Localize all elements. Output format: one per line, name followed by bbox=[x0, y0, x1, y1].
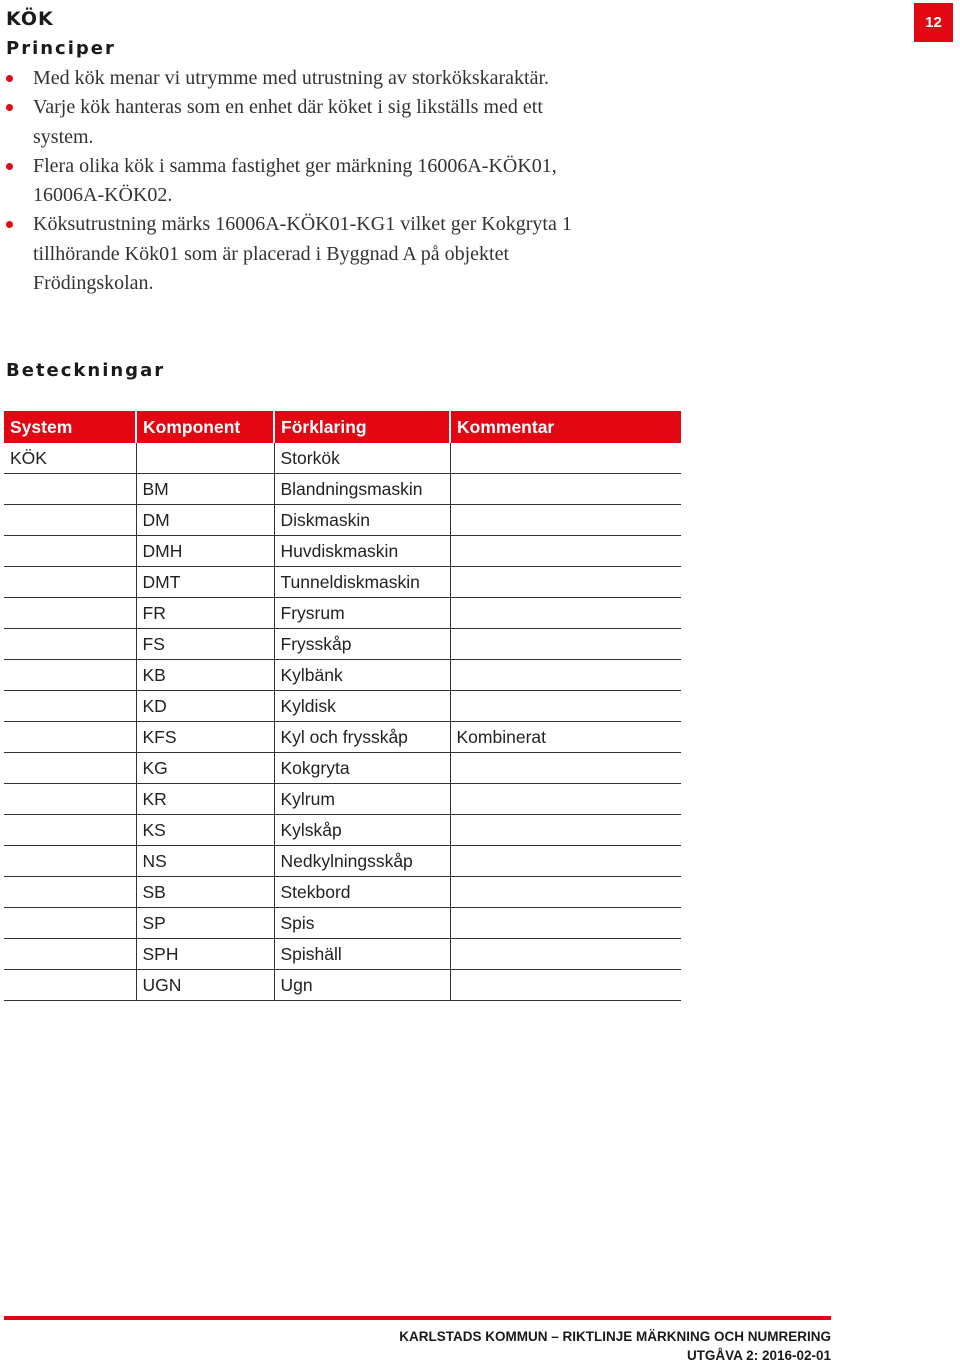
table-header-row bbox=[4, 411, 681, 443]
table-row bbox=[4, 691, 681, 722]
cell-comment bbox=[450, 536, 681, 567]
table-row bbox=[4, 474, 681, 505]
cell-comment bbox=[450, 846, 681, 877]
cell-explanation: Stekbord bbox=[274, 877, 450, 908]
list-item-text: Varje kök hanteras som en enhet där köket i sig likställs med ett system. bbox=[33, 96, 543, 148]
cell-explanation: Diskmaskin bbox=[274, 505, 450, 536]
cell-component: KFS bbox=[136, 722, 274, 753]
cell-system bbox=[4, 567, 136, 598]
table-row bbox=[4, 939, 681, 970]
designations-heading: Beteckningar bbox=[6, 360, 166, 381]
cell-comment bbox=[450, 877, 681, 908]
table-row bbox=[4, 815, 681, 846]
footer-divider bbox=[4, 1316, 831, 1320]
cell-component bbox=[136, 443, 274, 474]
cell-comment bbox=[450, 505, 681, 536]
table-row bbox=[4, 908, 681, 939]
cell-system bbox=[4, 908, 136, 939]
cell-component: KD bbox=[136, 691, 274, 722]
cell-comment bbox=[450, 567, 681, 598]
cell-explanation: Kyldisk bbox=[274, 691, 450, 722]
list-item-text: Flera olika kök i samma fastighet ger märkning 16006A-KÖK01, 16006A-KÖK02. bbox=[33, 154, 557, 207]
cell-system bbox=[4, 660, 136, 691]
cell-comment bbox=[450, 443, 681, 474]
cell-explanation: Nedkylningsskåp bbox=[274, 846, 450, 877]
table-row bbox=[4, 629, 681, 660]
cell-component: KS bbox=[136, 815, 274, 846]
principles-list bbox=[6, 64, 576, 298]
cell-explanation: Spis bbox=[274, 908, 450, 939]
cell-comment bbox=[450, 474, 681, 505]
cell-comment: Kombinerat bbox=[450, 722, 681, 753]
cell-explanation: Blandningsmaskin bbox=[274, 474, 450, 505]
cell-system bbox=[4, 505, 136, 536]
cell-explanation: Huvdiskmaskin bbox=[274, 536, 450, 567]
cell-system: KÖK bbox=[4, 443, 136, 474]
cell-system bbox=[4, 691, 136, 722]
cell-component: UGN bbox=[136, 970, 274, 1001]
header-explanation: Förklaring bbox=[274, 411, 450, 443]
table-row bbox=[4, 660, 681, 691]
cell-system bbox=[4, 474, 136, 505]
cell-comment bbox=[450, 598, 681, 629]
cell-system bbox=[4, 784, 136, 815]
table-row bbox=[4, 505, 681, 536]
table-row bbox=[4, 567, 681, 598]
cell-component: FR bbox=[136, 598, 274, 629]
list-item bbox=[6, 93, 576, 152]
cell-system bbox=[4, 598, 136, 629]
cell-comment bbox=[450, 939, 681, 970]
table-row bbox=[4, 443, 681, 474]
cell-explanation: Kyl och frysskåp bbox=[274, 722, 450, 753]
cell-component: DMT bbox=[136, 567, 274, 598]
cell-system bbox=[4, 970, 136, 1001]
footer-title: KARLSTADS KOMMUN – RIKTLINJE MÄRKNING OCH NUMRERING bbox=[399, 1329, 831, 1344]
cell-explanation: Kylbänk bbox=[274, 660, 450, 691]
bullet-icon bbox=[6, 104, 13, 111]
cell-comment bbox=[450, 908, 681, 939]
cell-explanation: Spishäll bbox=[274, 939, 450, 970]
cell-explanation: Kylrum bbox=[274, 784, 450, 815]
cell-explanation: Kokgryta bbox=[274, 753, 450, 784]
list-item-text: Med kök menar vi utrymme med utrustning av storkökskaraktär. bbox=[33, 67, 550, 89]
header-comment: Kommentar bbox=[450, 411, 681, 443]
cell-comment bbox=[450, 753, 681, 784]
bullet-icon bbox=[6, 163, 13, 170]
cell-comment bbox=[450, 629, 681, 660]
cell-component: KG bbox=[136, 753, 274, 784]
cell-explanation: Kylskåp bbox=[274, 815, 450, 846]
list-item bbox=[6, 64, 576, 93]
cell-component: SPH bbox=[136, 939, 274, 970]
cell-component: FS bbox=[136, 629, 274, 660]
footer-edition: UTGÅVA 2: 2016-02-01 bbox=[686, 1348, 831, 1363]
list-item bbox=[6, 152, 576, 211]
cell-explanation: Ugn bbox=[274, 970, 450, 1001]
bullet-icon bbox=[6, 75, 13, 82]
cell-comment bbox=[450, 784, 681, 815]
table-row bbox=[4, 753, 681, 784]
cell-system bbox=[4, 846, 136, 877]
cell-explanation: Frysskåp bbox=[274, 629, 450, 660]
table-row bbox=[4, 877, 681, 908]
table-row bbox=[4, 846, 681, 877]
principles-heading: Principer bbox=[6, 38, 116, 59]
cell-system bbox=[4, 815, 136, 846]
cell-comment bbox=[450, 660, 681, 691]
table-row bbox=[4, 536, 681, 567]
cell-comment bbox=[450, 691, 681, 722]
section-heading: KÖK bbox=[6, 8, 54, 30]
page-number-badge: 12 bbox=[914, 3, 953, 42]
header-system: System bbox=[4, 411, 136, 443]
table-row bbox=[4, 722, 681, 753]
cell-comment bbox=[450, 970, 681, 1001]
cell-system bbox=[4, 753, 136, 784]
cell-explanation: Frysrum bbox=[274, 598, 450, 629]
designations-table bbox=[4, 411, 681, 1001]
header-component: Komponent bbox=[136, 411, 274, 443]
cell-component: KR bbox=[136, 784, 274, 815]
cell-system bbox=[4, 629, 136, 660]
bullet-icon bbox=[6, 221, 13, 228]
cell-component: SB bbox=[136, 877, 274, 908]
list-item bbox=[6, 210, 576, 298]
cell-system bbox=[4, 939, 136, 970]
table-row bbox=[4, 970, 681, 1001]
cell-component: KB bbox=[136, 660, 274, 691]
cell-system bbox=[4, 536, 136, 567]
cell-component: BM bbox=[136, 474, 274, 505]
cell-explanation: Tunneldiskmaskin bbox=[274, 567, 450, 598]
cell-comment bbox=[450, 815, 681, 846]
cell-system bbox=[4, 722, 136, 753]
table-row bbox=[4, 598, 681, 629]
cell-component: DM bbox=[136, 505, 274, 536]
cell-system bbox=[4, 877, 136, 908]
list-item-text: Köksutrustning märks 16006A-KÖK01-KG1 vilket ger Kokgryta 1 tillhörande Kök01 som är placerad i Byggnad A på objektet Frödingskolan. bbox=[33, 213, 572, 295]
cell-component: DMH bbox=[136, 536, 274, 567]
cell-component: SP bbox=[136, 908, 274, 939]
table-body bbox=[4, 443, 681, 1001]
table-row bbox=[4, 784, 681, 815]
cell-explanation: Storkök bbox=[274, 443, 450, 474]
cell-component: NS bbox=[136, 846, 274, 877]
